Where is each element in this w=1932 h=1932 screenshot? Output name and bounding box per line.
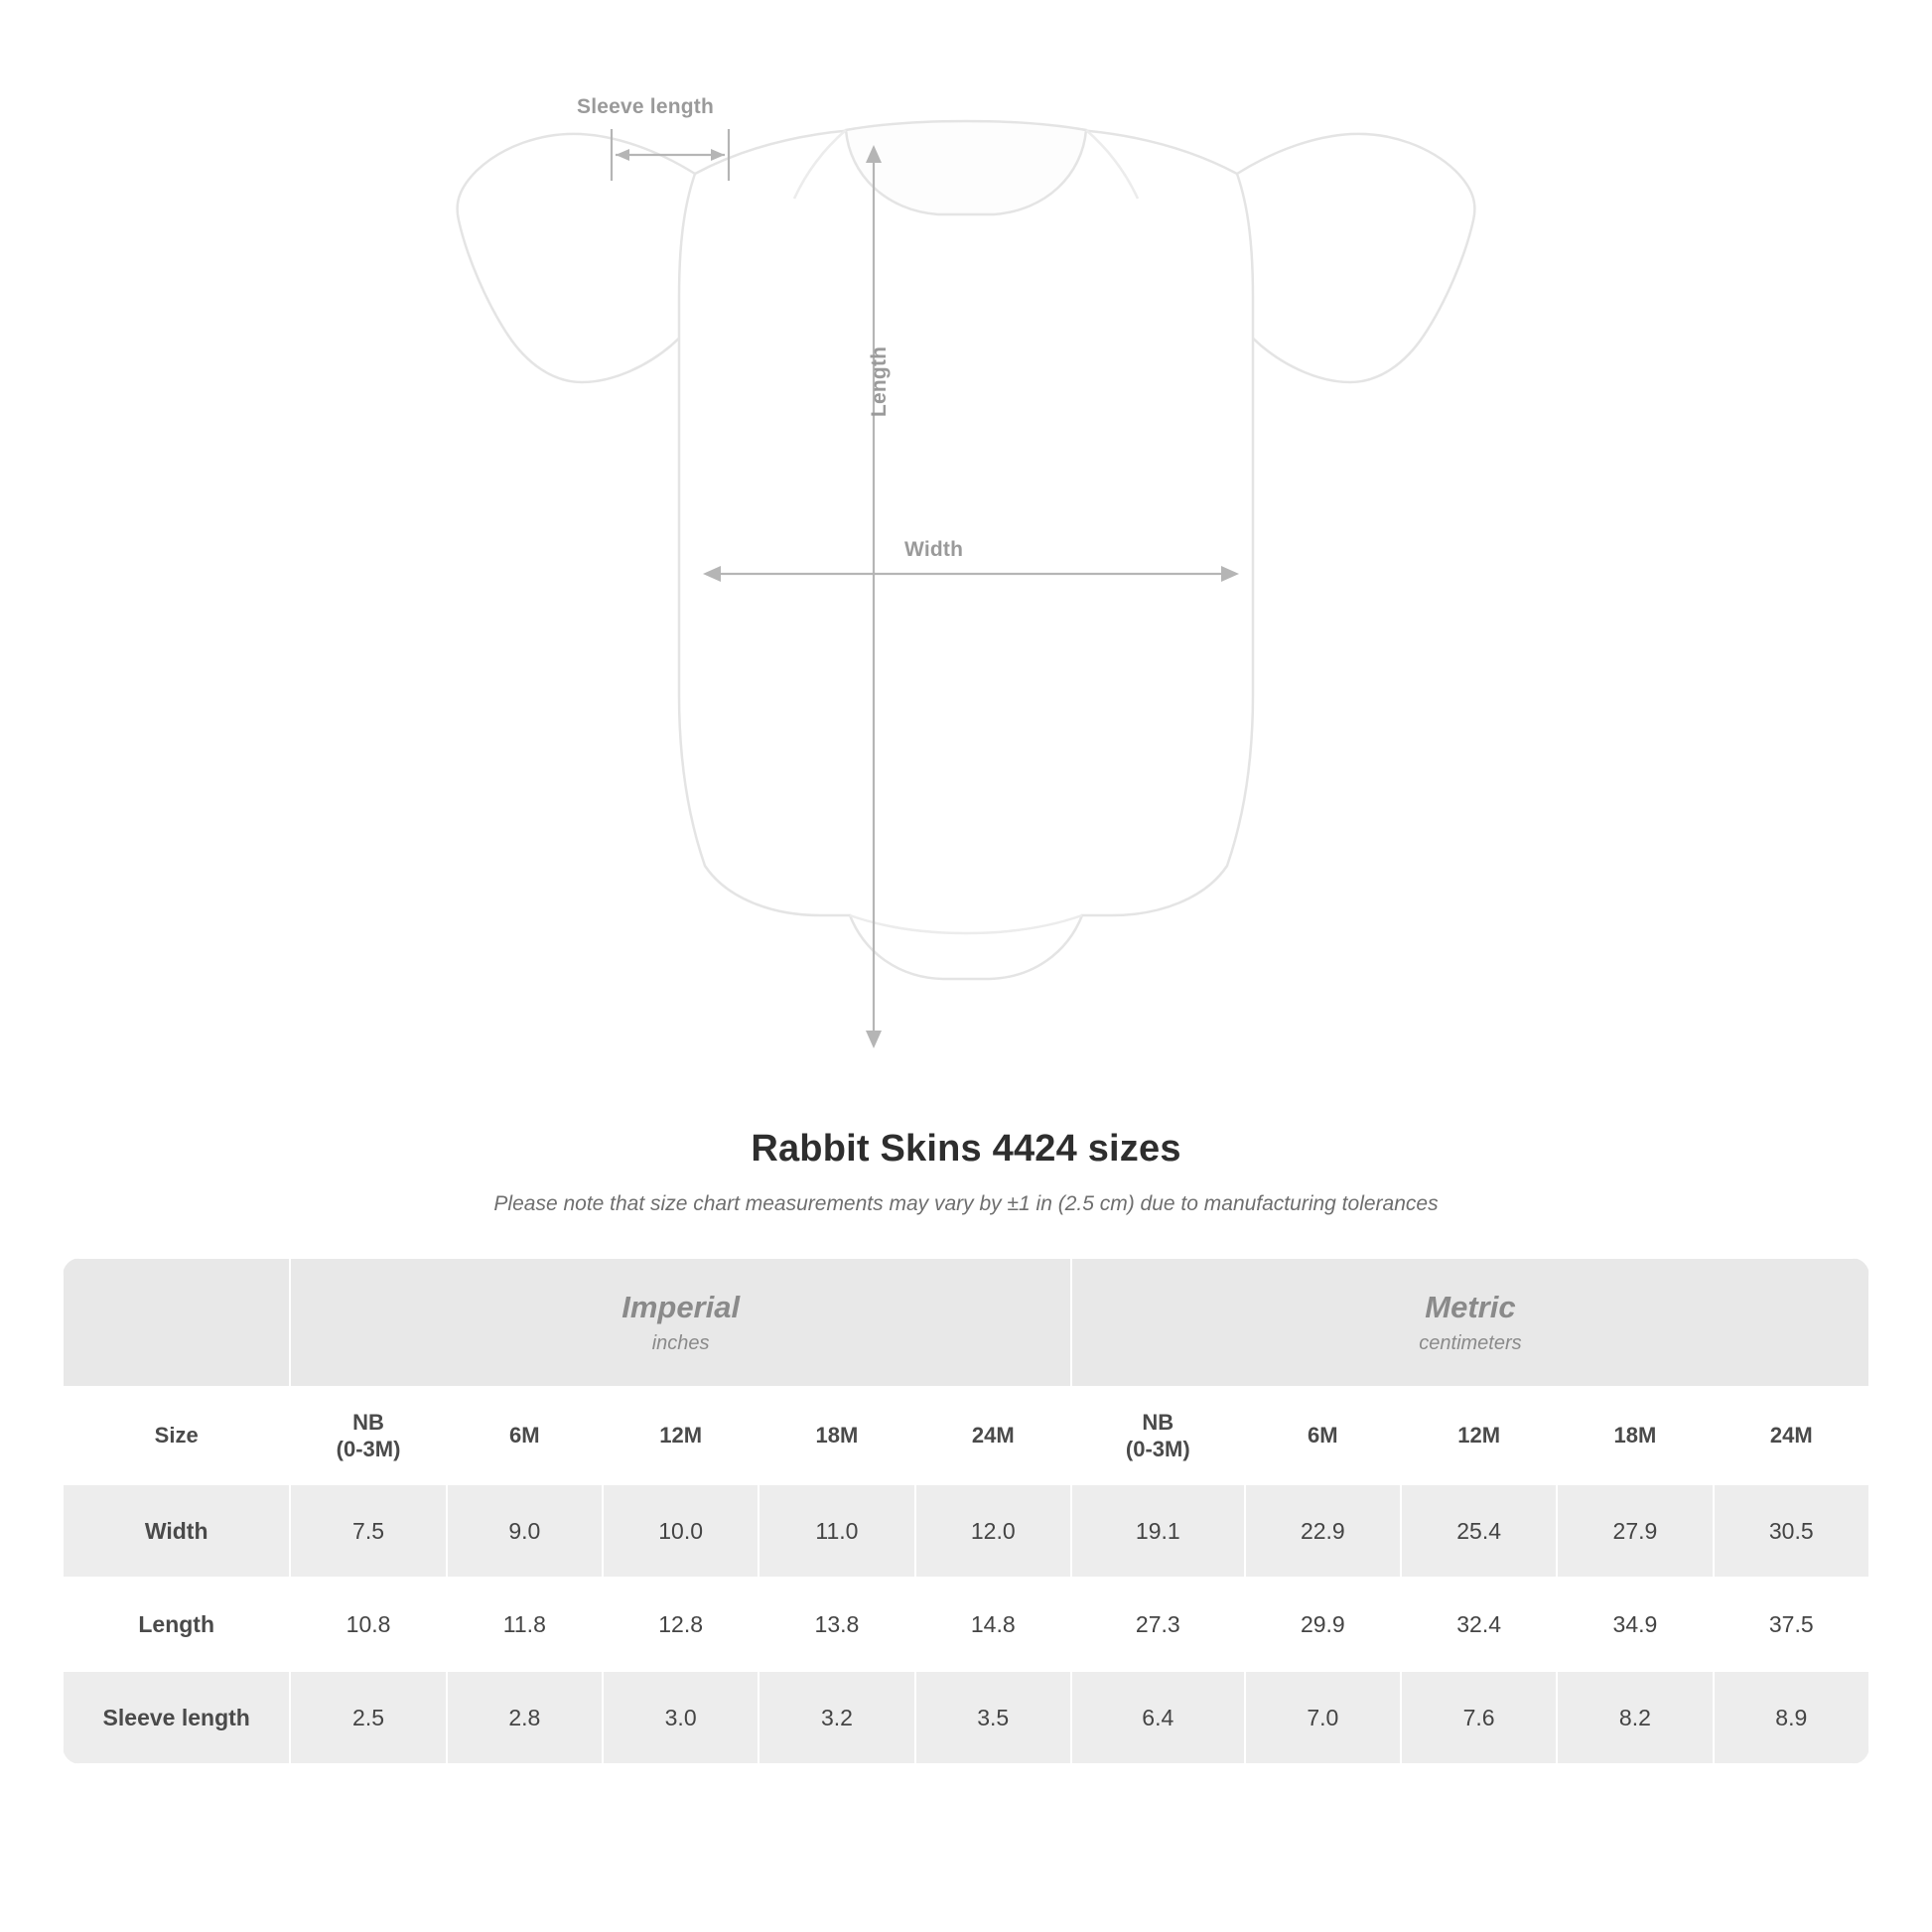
unit-header-row	[63, 1258, 1869, 1387]
size-header-cell: Size	[63, 1387, 290, 1484]
size-col-nb-metric	[1071, 1387, 1245, 1484]
title-block	[0, 1128, 1932, 1216]
cell-length-24m-cm: 37.5	[1714, 1578, 1869, 1671]
size-col-12m-metric: 12M	[1401, 1387, 1557, 1484]
cell-length-18m-in: 13.8	[759, 1578, 914, 1671]
unit-imperial-name: Imperial	[621, 1289, 741, 1324]
cell-length-6m-in: 11.8	[447, 1578, 603, 1671]
row-label-sleeve-length: Sleeve length	[63, 1671, 290, 1764]
sleeve-length-label: Sleeve length	[577, 95, 714, 118]
cell-width-nb-cm: 19.1	[1071, 1484, 1245, 1578]
unit-group-imperial	[290, 1258, 1071, 1387]
table-row-width	[63, 1484, 1869, 1578]
size-col-24m-imperial: 24M	[915, 1387, 1071, 1484]
length-label: Length	[868, 345, 891, 417]
page-title: Rabbit Skins 4424 sizes	[751, 1128, 1181, 1170]
size-col-18m-metric: 18M	[1557, 1387, 1713, 1484]
tolerance-note: Please note that size chart measurements may vary by ±1 in (2.5 cm) due to manufacturing tolerances	[493, 1192, 1439, 1215]
size-table	[63, 1258, 1869, 1764]
cell-length-nb-in: 10.8	[290, 1578, 446, 1671]
table-corner-cell	[63, 1258, 290, 1387]
unit-group-metric	[1071, 1258, 1869, 1387]
row-label-length: Length	[63, 1578, 290, 1671]
cell-length-24m-in: 14.8	[915, 1578, 1071, 1671]
cell-length-18m-cm: 34.9	[1557, 1578, 1713, 1671]
cell-width-18m-in: 11.0	[759, 1484, 914, 1578]
size-col-6m-metric: 6M	[1245, 1387, 1401, 1484]
size-table-wrapper	[63, 1258, 1869, 1764]
unit-imperial-sub: inches	[651, 1332, 710, 1355]
cell-sleeve-6m-in: 2.8	[447, 1671, 603, 1764]
cell-length-nb-cm: 27.3	[1071, 1578, 1245, 1671]
size-sublabel: (0-3M)	[336, 1437, 401, 1461]
cell-width-12m-in: 10.0	[603, 1484, 759, 1578]
cell-width-12m-cm: 25.4	[1401, 1484, 1557, 1578]
cell-width-6m-cm: 22.9	[1245, 1484, 1401, 1578]
cell-sleeve-12m-in: 3.0	[603, 1671, 759, 1764]
width-label: Width	[904, 538, 964, 561]
size-col-12m-imperial: 12M	[603, 1387, 759, 1484]
unit-metric-name: Metric	[1425, 1289, 1516, 1324]
table-row-sleeve-length	[63, 1671, 1869, 1764]
cell-length-12m-in: 12.8	[603, 1578, 759, 1671]
cell-sleeve-nb-cm: 6.4	[1071, 1671, 1245, 1764]
row-label-width: Width	[63, 1484, 290, 1578]
size-label: NB	[352, 1409, 384, 1435]
cell-sleeve-12m-cm: 7.6	[1401, 1671, 1557, 1764]
cell-width-nb-in: 7.5	[290, 1484, 446, 1578]
size-header-row	[63, 1387, 1869, 1484]
size-col-24m-metric: 24M	[1714, 1387, 1869, 1484]
size-label: NB	[1142, 1409, 1174, 1435]
cell-length-12m-cm: 32.4	[1401, 1578, 1557, 1671]
table-row-length	[63, 1578, 1869, 1671]
size-col-6m-imperial: 6M	[447, 1387, 603, 1484]
cell-length-6m-cm: 29.9	[1245, 1578, 1401, 1671]
cell-sleeve-24m-cm: 8.9	[1714, 1671, 1869, 1764]
cell-sleeve-18m-cm: 8.2	[1557, 1671, 1713, 1764]
cell-sleeve-6m-cm: 7.0	[1245, 1671, 1401, 1764]
cell-width-24m-cm: 30.5	[1714, 1484, 1869, 1578]
size-col-nb-imperial	[290, 1387, 446, 1484]
size-sublabel: (0-3M)	[1125, 1437, 1190, 1461]
cell-width-6m-in: 9.0	[447, 1484, 603, 1578]
cell-sleeve-18m-in: 3.2	[759, 1671, 914, 1764]
size-col-18m-imperial: 18M	[759, 1387, 914, 1484]
cell-width-24m-in: 12.0	[915, 1484, 1071, 1578]
cell-sleeve-24m-in: 3.5	[915, 1671, 1071, 1764]
cell-width-18m-cm: 27.9	[1557, 1484, 1713, 1578]
unit-metric-sub: centimeters	[1419, 1332, 1522, 1355]
cell-sleeve-nb-in: 2.5	[290, 1671, 446, 1764]
